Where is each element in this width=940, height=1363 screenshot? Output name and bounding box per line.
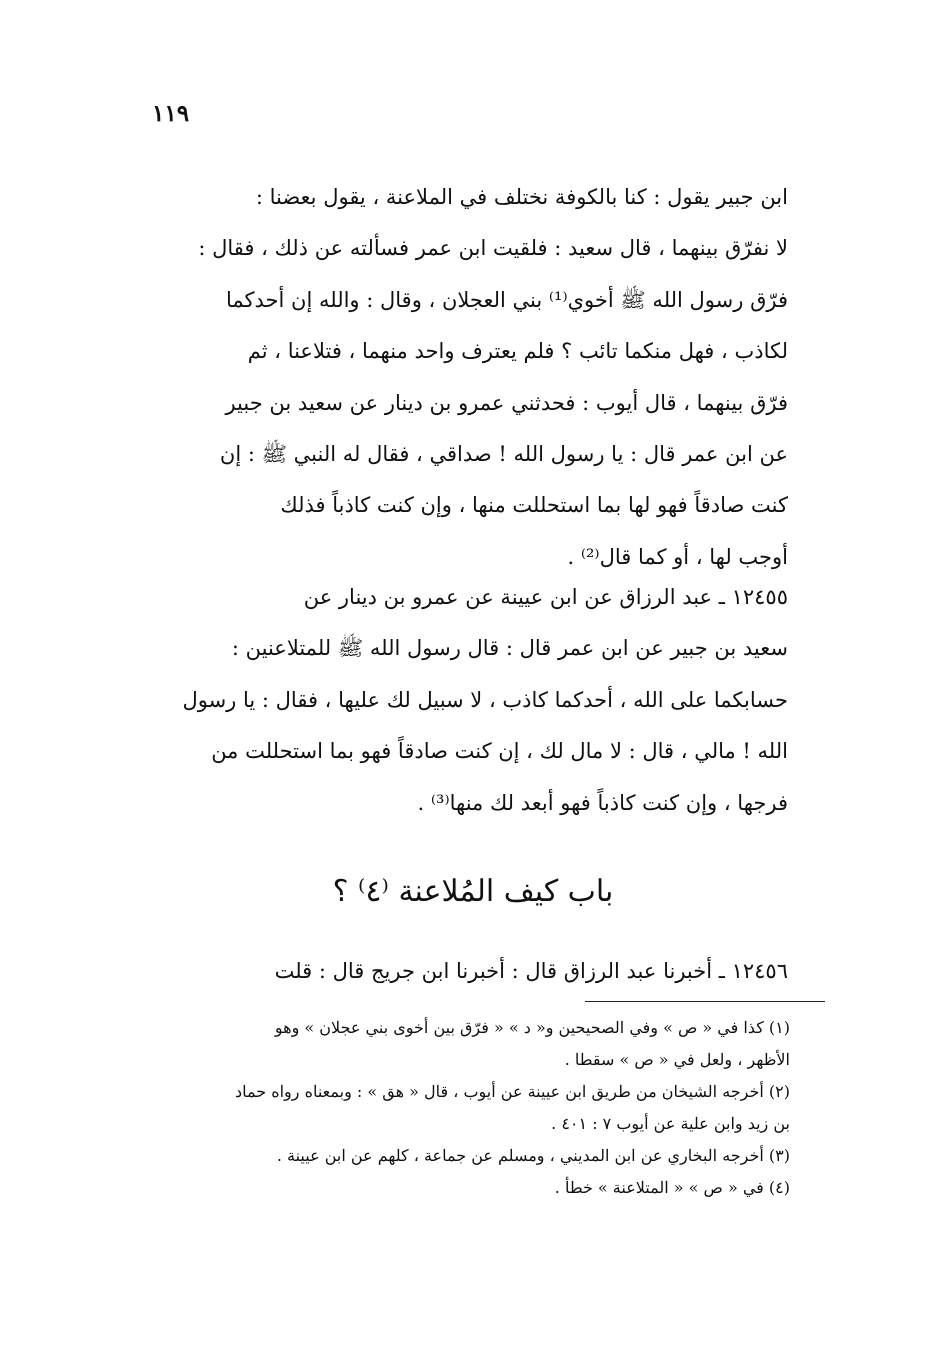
paragraph-hadith-continuation [158,172,788,583]
text-line: ١٢٤٥٦ ـ أخبرنا عبد الرزاق قال : أخبرنا ابن جريج قال : قلت [274,959,788,983]
chapter-heading: باب كيف المُلاعنة ⁽٤⁾ ؟ [332,874,614,909]
footnote-2 [150,1076,790,1140]
text-line: ١٢٤٥٥ ـ عبد الرزاق عن ابن عيينة عن عمرو بن دينار عن [303,585,788,609]
footnote-line: بن زيد وابن علية عن أيوب ٧ : ٤٠١ . [551,1114,790,1133]
footnotes [150,1012,790,1204]
footnote-line: الأظهر ، ولعل في « ص » سقطا . [564,1050,790,1069]
text-line: فرّق بينهما ، قال أيوب : فحدثني عمرو بن دينار عن سعيد بن جبير [225,390,788,415]
page-number: ١١٩ [152,100,190,127]
text-line: الله ! مالي ، قال : لا مال لك ، إن كنت صادقاً فهو بما استحللت من [211,739,788,764]
footnote-line: (٣) أخرجه البخاري عن ابن المديني ، ومسلم عن جماعة ، كلهم عن ابن عيينة . [276,1146,790,1165]
text-line: أوجب لها ، أو كما قال⁽²⁾ . [567,544,788,569]
text-line: فرّق رسول الله ﷺ أخوي⁽¹⁾ بني العجلان ، وقال : والله إن أحدكما [226,287,788,312]
paragraph-hadith-12456 [158,945,788,997]
text-line: حسابكما على الله ، أحدكما كاذب ، لا سبيل لك عليها ، فقال : يا رسول [182,687,788,712]
text-line: سعيد بن جبير عن ابن عمر قال : قال رسول الله ﷺ للمتلاعنين : [231,636,788,661]
text-line: كنت صادقاً فهو لها بما استحللت منها ، وإن كنت كاذباً فذلك [280,493,788,518]
footnote-line: (٢) أخرجه الشيخان من طريق ابن عيينة عن أيوب ، قال « هق » : وبمعناه رواه حماد [234,1082,790,1101]
footnote-1 [150,1012,790,1076]
text-line: لا نفرّق بينهما ، قال سعيد : فلقيت ابن عمر فسألته عن ذلك ، فقال : [198,236,788,261]
footnote-3 [150,1140,790,1172]
text-line: ابن جبير يقول : كنا بالكوفة نختلف في الملاعنة ، يقول بعضنا : [255,185,788,209]
footnote-line: (١) كذا في « ص » وفي الصحيحين و« د » « فرّق بين أخوى بني عجلان » وهو [274,1018,790,1037]
footnote-line: (٤) في « ص » « المتلاعنة » خطأ . [554,1178,790,1197]
text-line: لكاذب ، فهل منكما تائب ؟ فلم يعترف واحد منهما ، فتلاعنا ، ثم [247,339,788,364]
paragraph-hadith-12455 [158,572,788,829]
footnote-4 [150,1172,790,1204]
text-line: فرجها ، وإن كنت كاذباً فهو أبعد لك منها⁽³⁾ . [417,790,788,815]
text-line: عن ابن عمر قال : يا رسول الله ! صداقي ، فقال له النبي ﷺ : إن [219,441,788,466]
footnote-divider [585,1001,825,1002]
